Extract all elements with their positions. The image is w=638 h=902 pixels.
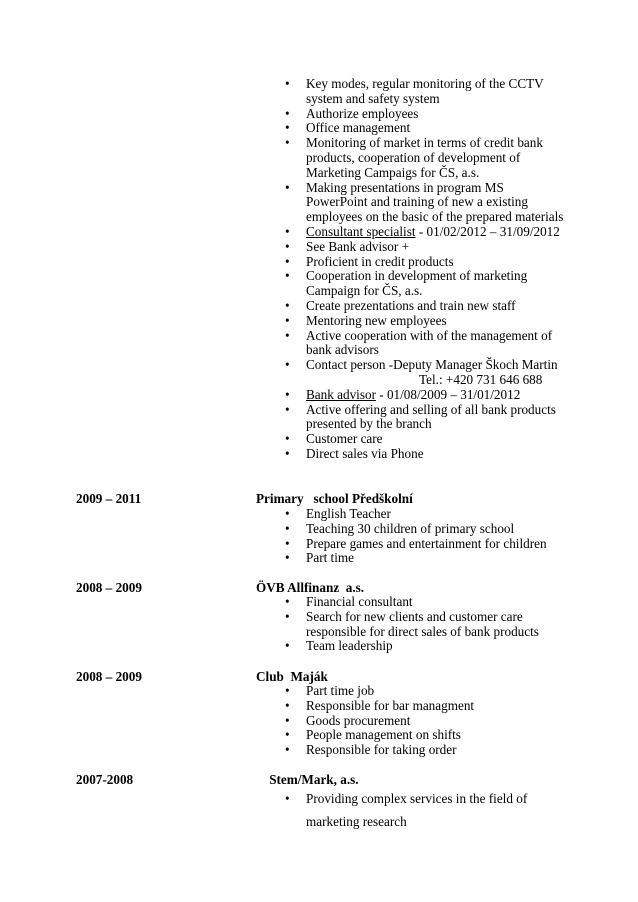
job-duties-list bbox=[285, 507, 585, 566]
list-item: • Mentoring new employees bbox=[285, 314, 585, 329]
list-item: • See Bank advisor + bbox=[285, 240, 585, 255]
job-date: 2008 – 2009 bbox=[76, 580, 142, 595]
list-item: • Key modes, regular monitoring of the CCTV system and safety system bbox=[285, 77, 585, 107]
list-item: • Responsible for taking order bbox=[285, 743, 585, 758]
list-item: • Customer care bbox=[285, 432, 585, 447]
position-title: Bank advisor bbox=[306, 386, 376, 402]
list-item: • Financial consultant bbox=[285, 595, 585, 610]
list-item: • People management on shifts bbox=[285, 728, 585, 743]
contact-phone: Tel.: +420 731 646 688 bbox=[419, 371, 543, 387]
list-item: • Prepare games and entertainment for children bbox=[285, 537, 585, 552]
list-item: • Monitoring of market in terms of credit bank products, cooperation of development of Marketing Campaigs for ČS, a.s. bbox=[285, 136, 585, 180]
list-item: • Active offering and selling of all bank products presented by the branch bbox=[285, 403, 585, 433]
responsibilities-list bbox=[285, 77, 585, 462]
list-item: • Providing complex services in the field of marketing research bbox=[285, 787, 585, 833]
position-dates: - 01/02/2012 – 31/09/2012 bbox=[415, 223, 560, 239]
list-item: • Teaching 30 children of primary school bbox=[285, 522, 585, 537]
job-duties-list bbox=[285, 684, 585, 758]
job-duties-list bbox=[285, 595, 585, 654]
position-dates: - 01/08/2009 – 31/01/2012 bbox=[375, 386, 521, 402]
list-item: • Making presentations in program MS PowerPoint and training of new a existing employees on the basic of the prepared materials bbox=[285, 181, 585, 225]
job-duties-list bbox=[285, 787, 585, 833]
list-item: • Part time bbox=[285, 551, 585, 566]
list-item bbox=[285, 388, 585, 403]
list-item: • Office management bbox=[285, 121, 585, 136]
list-item: • Active cooperation with of the management of bank advisors bbox=[285, 329, 585, 359]
job-organization: Stem/Mark, a.s. bbox=[256, 772, 359, 787]
list-item: • Part time job bbox=[285, 684, 585, 699]
job-date: 2008 – 2009 bbox=[76, 669, 142, 684]
job-date: 2009 – 2011 bbox=[76, 491, 142, 506]
list-item bbox=[285, 358, 585, 388]
list-item: • English Teacher bbox=[285, 507, 585, 522]
job-organization: Primary school Předškolní bbox=[256, 491, 413, 506]
list-item: • Authorize employees bbox=[285, 107, 585, 122]
job-organization: ÖVB Allfinanz a.s. bbox=[256, 580, 365, 595]
job-organization: Club Maják bbox=[256, 669, 328, 684]
list-item: • Goods procurement bbox=[285, 714, 585, 729]
contact-person: Contact person -Deputy Manager Škoch Martin bbox=[306, 357, 558, 373]
list-item: • Create prezentations and train new staff bbox=[285, 299, 585, 314]
list-item: • Team leadership bbox=[285, 639, 585, 654]
list-item: • Responsible for bar managment bbox=[285, 699, 585, 714]
list-item: • Search for new clients and customer care responsible for direct sales of bank products bbox=[285, 610, 585, 640]
list-item: • Direct sales via Phone bbox=[285, 447, 585, 462]
list-item: • Cooperation in development of marketing Campaign for ČS, a.s. bbox=[285, 269, 585, 299]
list-item: • Proficient in credit products bbox=[285, 255, 585, 270]
job-date: 2007-2008 bbox=[76, 772, 134, 787]
position-title: Consultant specialist bbox=[306, 223, 416, 239]
list-item bbox=[285, 225, 585, 240]
